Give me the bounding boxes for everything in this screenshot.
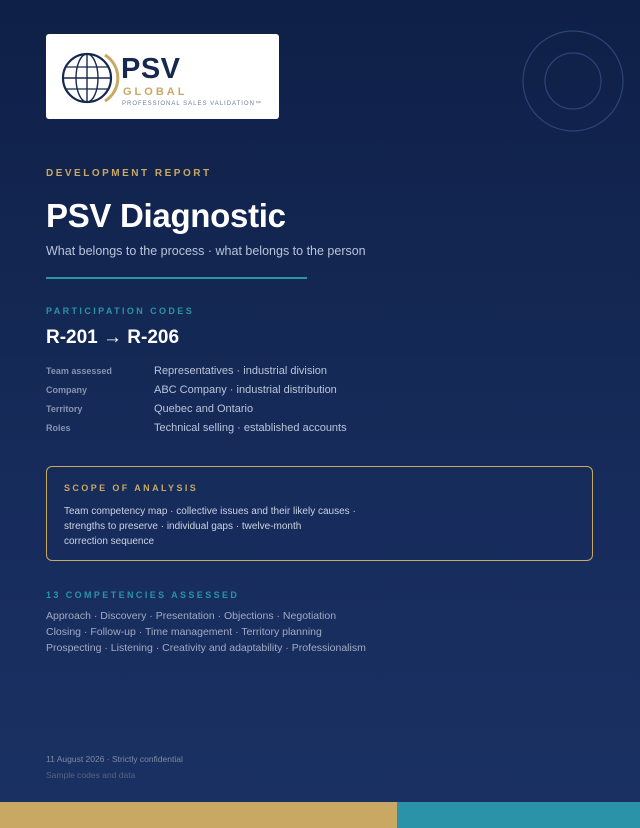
- meta-value: ABC Company · industrial distribution: [154, 384, 337, 396]
- meta-key: Territory: [46, 404, 83, 414]
- footer-bar-gold: [0, 802, 397, 828]
- meta-value: Quebec and Ontario: [154, 403, 254, 415]
- report-title: PSV Diagnostic: [46, 197, 286, 234]
- scope-line: strengths to preserve · individual gaps · twelve-month: [64, 521, 302, 532]
- meta-key: Team assessed: [46, 366, 112, 376]
- competencies-line: Approach · Discovery · Presentation · Objections · Negotiation: [46, 610, 337, 622]
- brand-name: PSV: [121, 53, 181, 85]
- scope-line: Team competency map · collective issues and their likely causes ·: [64, 506, 356, 517]
- logo-card: [46, 34, 279, 119]
- meta-key: Roles: [46, 423, 71, 433]
- codes-value: R-201 → R-206: [46, 327, 180, 348]
- scope-label: SCOPE OF ANALYSIS: [64, 483, 199, 493]
- codes-label: PARTICIPATION CODES: [46, 306, 195, 316]
- report-subtitle: What belongs to the process · what belongs to the person: [46, 244, 366, 258]
- competencies-line: Closing · Follow-up · Time management · Territory planning: [46, 626, 322, 638]
- meta-value: Representatives · industrial division: [154, 365, 328, 377]
- competencies-label: 13 COMPETENCIES ASSESSED: [46, 590, 240, 600]
- scope-line: correction sequence: [64, 536, 155, 547]
- brand-global: GLOBAL: [123, 86, 188, 98]
- scope-text: [64, 504, 374, 549]
- title-divider: [46, 277, 307, 279]
- footer-note: Sample codes and data: [46, 770, 136, 780]
- scope-box: [46, 466, 593, 561]
- brand-tagline: PROFESSIONAL SALES VALIDATION™: [122, 101, 262, 107]
- report-eyebrow: DEVELOPMENT REPORT: [46, 168, 212, 179]
- globe-icon: [60, 50, 126, 106]
- competencies-line: Prospecting · Listening · Creativity and adaptability · Professionalism: [46, 642, 366, 654]
- decorative-circles: [521, 29, 625, 133]
- footer-date: 11 August 2026 · Strictly confidential: [46, 754, 183, 764]
- meta-value: Technical selling · established accounts: [154, 422, 347, 434]
- meta-key: Company: [46, 385, 88, 395]
- footer-bar-teal: [397, 802, 640, 828]
